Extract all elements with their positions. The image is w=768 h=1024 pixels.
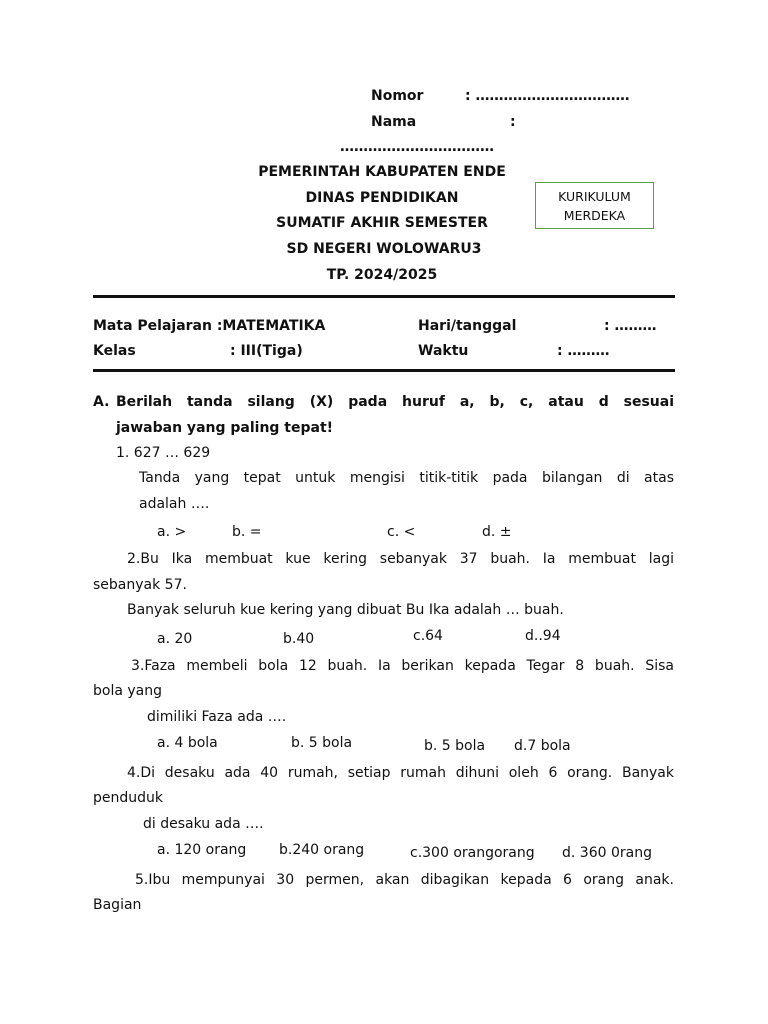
title-line-1: PEMERINTAH KABUPATEN ENDE — [258, 164, 506, 180]
nomor-value: : …………………………… — [465, 88, 630, 104]
q4-option-b[interactable]: b.240 orang — [279, 842, 365, 858]
mapel-label: Mata Pelajaran :MATEMATIKA — [93, 318, 326, 334]
q1-option-a[interactable]: a. > — [157, 524, 187, 540]
q3-text-line-3: dimiliki Faza ada …. — [147, 709, 287, 725]
nomor-label: Nomor — [371, 88, 424, 104]
q3-text-line-2: bola yang — [93, 683, 162, 699]
q4-text-line-1: 4.Di desaku ada 40 rumah, setiap rumah dihuni oleh 6 orang. Banyak — [127, 765, 674, 781]
q5-text-line-1: 5.Ibu mempunyai 30 permen, akan dibagikan kepada 6 orang anak. — [135, 872, 674, 888]
nama-colon: : — [510, 114, 516, 130]
q1-option-d[interactable]: d. ± — [482, 524, 512, 540]
q4-option-a[interactable]: a. 120 orang — [157, 842, 247, 858]
q3-option-b[interactable]: b. 5 bola — [291, 735, 353, 751]
q4-option-d[interactable]: d. 360 0rang — [562, 845, 652, 861]
nama-dots: …………………………… — [340, 139, 494, 155]
q2-option-c[interactable]: c.64 — [413, 628, 443, 644]
section-a-marker: A. — [93, 394, 110, 410]
info-divider — [93, 369, 675, 372]
section-a-instruction-line-1: Berilah tanda silang (X) pada huruf a, b, c, atau d sesuai — [116, 394, 674, 410]
q3-option-c[interactable]: b. 5 bola — [424, 738, 486, 754]
q1-option-c[interactable]: c. < — [387, 524, 416, 540]
q3-option-a[interactable]: a. 4 bola — [157, 735, 218, 751]
section-a-instruction-line-2: jawaban yang paling tepat! — [116, 420, 334, 436]
q5-text-line-2: Bagian — [93, 897, 142, 913]
q1-text-line-1: Tanda yang tepat untuk mengisi titik-titik pada bilangan di atas — [139, 470, 674, 486]
header-divider — [93, 295, 675, 298]
title-line-4: SD NEGERI WOLOWARU3 — [286, 241, 482, 257]
q2-text-line-2: sebanyak 57. — [93, 577, 187, 593]
waktu-label: Waktu — [418, 343, 469, 359]
q3-option-d[interactable]: d.7 bola — [514, 738, 571, 754]
title-line-2: DINAS PENDIDIKAN — [305, 190, 459, 206]
badge-line-1: KURIKULUM — [558, 189, 631, 204]
q1-text-line-2: adalah …. — [139, 496, 210, 512]
badge-line-2: MERDEKA — [563, 208, 626, 223]
q2-option-b[interactable]: b.40 — [283, 631, 315, 647]
q4-option-c[interactable]: c.300 orangorang — [410, 845, 535, 861]
q4-text-line-2: penduduk — [93, 790, 163, 806]
q2-text-line-3: Banyak seluruh kue kering yang dibuat Bu Ika adalah … buah. — [127, 602, 564, 618]
q2-option-a[interactable]: a. 20 — [157, 631, 193, 647]
kelas-label: Kelas — [93, 343, 136, 359]
q2-text-line-1: 2.Bu Ika membuat kue kering sebanyak 37 buah. Ia membuat lagi — [127, 551, 674, 567]
title-line-5: TP. 2024/2025 — [326, 267, 438, 283]
q1-stem: 1. 627 … 629 — [116, 445, 211, 461]
hari-label: Hari/tanggal — [418, 318, 517, 334]
title-line-3: SUMATIF AKHIR SEMESTER — [276, 215, 488, 231]
q2-option-d[interactable]: d..94 — [525, 628, 561, 644]
q3-text-line-1: 3.Faza membeli bola 12 buah. Ia berikan kepada Tegar 8 buah. Sisa — [131, 658, 674, 674]
nama-label: Nama — [371, 114, 417, 130]
kurikulum-badge — [535, 182, 654, 229]
kelas-value: : III(Tiga) — [230, 343, 303, 359]
waktu-value: : ……… — [557, 343, 610, 359]
hari-value: : ……… — [604, 318, 657, 334]
q1-option-b[interactable]: b. = — [232, 524, 262, 540]
q4-text-line-3: di desaku ada …. — [143, 816, 264, 832]
